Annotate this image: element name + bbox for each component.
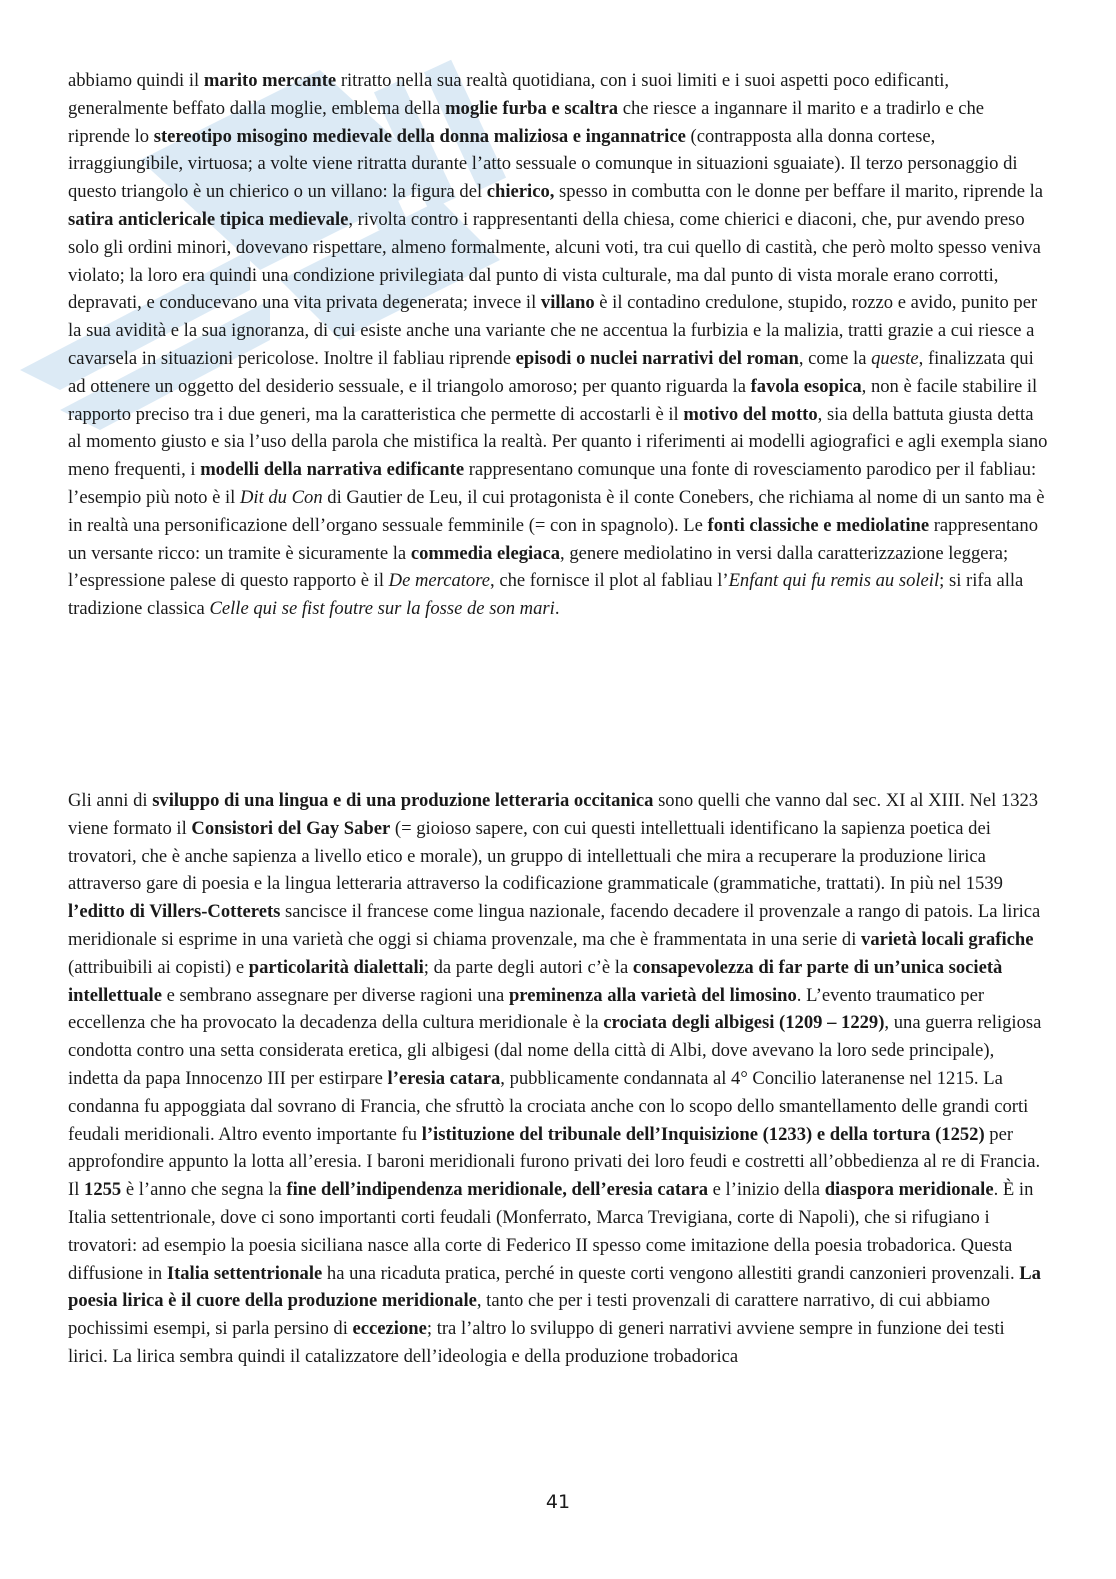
italic-text: De mercatore	[388, 570, 491, 592]
text-run: rappresentano un versante ricco: un tramite è sicuramente la	[68, 514, 1039, 564]
bold-text: favola esopica	[750, 375, 862, 397]
bold-text: fonti classiche e mediolatine	[707, 514, 930, 536]
bold-text: stereotipo misogino medievale della donna maliziosa e ingannatrice	[153, 125, 686, 147]
text-run: abbiamo quindi il	[68, 70, 204, 91]
bold-text: eccezione	[352, 1318, 427, 1340]
text-run: di Gautier de Leu, il cui protagonista è il conte Conebers, che richiama al nome di un santo ma è in realtà una personificazione dell’organo sessuale femminile (= con in spagnolo). Le	[68, 486, 1045, 536]
bold-text: marito mercante	[203, 70, 337, 91]
bold-text: chierico,	[486, 181, 555, 203]
bold-text: commedia elegiaca	[410, 542, 561, 564]
text-run: (contrapposta alla donna cortese, irraggiungibile, virtuosa; a volte viene ritratta durante l’atto sessuale o comunque in situazioni sguaiate). Il terzo personaggio di questo triangolo è un chierico o un villano: la figura del	[68, 125, 1018, 203]
bold-text: episodi o nuclei narrativi del roman	[515, 347, 799, 369]
text-run: Gli anni di	[68, 790, 153, 811]
bold-text: Consistori del Gay Saber	[191, 817, 391, 839]
text-run: ; si rifa alla tradizione classica	[68, 570, 1024, 620]
text-run: sono quelli che vanno dal sec. XI al XIII. Nel 1323 viene formato il	[68, 790, 1039, 839]
text-run: , genere mediolatino in versi dalla caratterizzazione leggera; l’espressione palese di questo rapporto è il	[68, 542, 1009, 592]
text-run: rappresentano comunque una fonte di rovesciamento parodico per il fabliau: l’esempio più noto è il	[68, 459, 1037, 508]
text-run: ritratto nella sua realtà quotidiana, con i suoi limiti e i suoi aspetti poco edificanti, generalmente beffato dalla moglie, emblema della	[68, 70, 950, 119]
italic-text: Celle qui se fist foutre sur la fosse de son mari	[209, 598, 555, 620]
bold-text: satira anticlericale tipica medievale	[68, 208, 349, 230]
text-run: ; da parte degli autori c’è la	[423, 956, 633, 978]
paragraph-occitan	[68, 787, 1048, 1371]
bold-text: consapevolezza di far parte di un’unica società intellettuale	[68, 956, 1003, 1006]
text-run: è il contadino credulone, stupido, rozzo e avido, punito per la sua avidità e la sua ignoranza, di cui esiste anche una variante che ne accentua la furbizia e la malizia, tratti grazie a cui riesce a cavarsela in situazioni pericolose. Inoltre il fabliau riprende	[68, 292, 1038, 369]
italic-text: Dit du Con	[239, 486, 323, 508]
text-run: ha una ricaduta pratica, perché in queste corti vengono allestiti grandi canzonieri provenzali.	[322, 1262, 1020, 1284]
text-run: , tanto che per i testi provenzali di carattere narrativo, di cui abbiamo pochissimi esempi, si parla persino di	[68, 1290, 991, 1340]
text-run: , che fornisce il plot al fabliau l’	[490, 570, 729, 592]
text-run: , non è facile stabilire il rapporto preciso tra i due generi, ma la caratteristica che permette di accostarli è il	[68, 375, 1038, 425]
text-run: per approfondire appunto la lotta all’eresia. I baroni meridionali furono privati dei loro feudi e costretti all’obbedienza al re di Francia. Il	[68, 1123, 1041, 1201]
text-run: , come la	[798, 347, 872, 369]
bold-text: varietà locali grafiche	[861, 928, 1034, 950]
bold-text: 1255	[84, 1179, 122, 1201]
bold-text: l’istituzione del tribunale dell’Inquisizione (1233) e della tortura (1252)	[421, 1123, 985, 1145]
bold-text: villano	[540, 292, 595, 314]
text-run: , sia della battuta giusta detta al momento giusto e sia l’uso della parola che mistifica la realtà. Per quanto i riferimenti ai modelli agiografici e agli exempla siano meno frequenti, i	[68, 403, 1048, 481]
bold-text: sviluppo di una lingua e di una produzione letteraria occitanica	[152, 790, 654, 811]
text-run: . È in Italia settentrionale, dove ci sono importanti corti feudali (Monferrato, Marca Trevigiana, corte di Napoli), che si rifugiano i trovatori: ad esempio la poesia siciliana nasce alla corte di Federico II spesso come imitazione della poesia trobadorica. Questa diffusione in	[68, 1179, 1034, 1284]
bold-text: preminenza alla varietà del limosino	[508, 984, 797, 1006]
text-run: e sembrano assegnare per diverse ragioni una	[161, 984, 509, 1006]
bold-text: moglie furba e scaltra	[445, 97, 619, 119]
text-run: .	[554, 598, 560, 620]
text-run: che riesce a ingannare il marito e a tradirlo e che riprende lo	[68, 97, 985, 147]
text-run: , rivolta contro i rappresentanti della chiesa, come chierici e diaconi, che, pur avendo preso solo gli ordini minori, dovevano rispettare, almeno formalmente, alcuni voti, tra cui quello di castità, che però molto spesso veniva violato; la loro era quindi una condizione privilegiata dal punto di vista culturale, ma dal punto di vista morale erano corrotti, depravati, e conducevano una vita privata degenerata; invece il	[68, 208, 1041, 314]
italic-text: Enfant qui fu remis au soleil	[728, 570, 940, 592]
text-run: sancisce il francese come lingua nazionale, facendo decadere il provenzale a rango di patois. La lirica meridionale si esprime in una varietà che oggi si chiama provenzale, ma che è frammentata in una serie di	[68, 901, 1041, 950]
text-run: (attribuibili ai copisti) e	[68, 956, 249, 978]
paragraph-text	[68, 787, 1048, 1371]
bold-text: l’editto di Villers-Cotterets	[68, 901, 281, 923]
bold-text: motivo del motto	[683, 403, 818, 425]
bold-text: modelli della narrativa edificante	[200, 459, 465, 481]
bold-text: Italia settentrionale	[166, 1262, 323, 1284]
text-run: spesso in combutta con le donne per beffare il marito, riprende la	[554, 181, 1044, 203]
bold-text: l’eresia catara	[387, 1067, 501, 1089]
text-run: , pubblicamente condannata al 4° Concilio lateranense nel 1215. La condanna fu appoggiata dal sovrano di Francia, che sfruttò la crociata anche con lo scopo dello smantellamento delle grandi corti feudali meridionali. Altro evento importante fu	[68, 1067, 1029, 1145]
text-run: è l’anno che segna la	[121, 1179, 287, 1201]
bold-text: particolarità dialettali	[248, 956, 424, 978]
italic-text: queste	[871, 347, 919, 369]
bold-text: La poesia lirica è il cuore della produzione meridionale	[68, 1262, 1041, 1312]
bold-text: crociata degli albigesi (1209 – 1229)	[603, 1012, 885, 1034]
bold-text: fine dell’indipendenza meridionale, dell’eresia catara	[286, 1179, 708, 1201]
text-run: ; tra l’altro lo sviluppo di generi narrativi avviene sempre in funzione dei testi lirici. La lirica sembra quindi il catalizzatore dell’ideologia e della produzione trobadorica	[68, 1318, 1005, 1367]
paragraph-fabliau	[68, 67, 1048, 623]
text-run: e l’inizio della	[708, 1179, 825, 1201]
bold-text: diaspora meridionale	[824, 1179, 994, 1201]
text-run: , finalizzata qui ad ottenere un oggetto del desiderio sessuale, e il triangolo amoroso; per quanto riguarda la	[68, 347, 1034, 397]
paragraph-text	[68, 67, 1048, 623]
text-run: (= gioioso sapere, con cui questi intellettuali identificano la sapienza poetica dei trovatori, che è anche sapienza a livello etico e morale), un gruppo di intellettuali che mira a recuperare la produzione lirica attraverso gare di poesia e la lingua letteraria attraverso la codificazione grammaticale (grammatiche, trattati). In più nel 1539	[68, 817, 1003, 895]
page-number: 41	[545, 1491, 571, 1513]
text-run: . L’evento traumatico per eccellenza che ha provocato la decadenza della cultura meridionale è la	[68, 984, 985, 1034]
text-run: , una guerra religiosa condotta contro una setta considerata eretica, gli albigesi (dal nome della città di Albi, dove avevano la loro sede principale), indetta da papa Innocenzo III per estirpare	[68, 1012, 1042, 1089]
